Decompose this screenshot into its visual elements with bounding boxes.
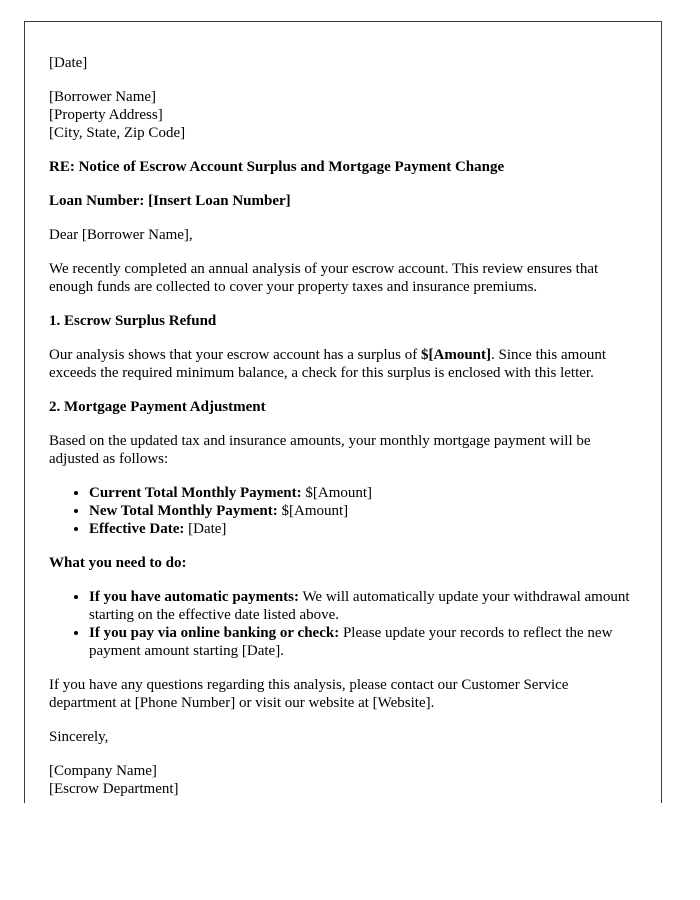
list-item-new-payment: [89, 502, 637, 520]
payment-details-list: [49, 484, 637, 538]
signature-company-name: [Company Name]: [49, 763, 157, 779]
list-item-value: $[Amount]: [301, 485, 373, 501]
surplus-amount-placeholder: $[Amount]: [421, 347, 492, 363]
recipient-name: [Borrower Name]: [49, 89, 157, 105]
loan-number-line: Loan Number: [Insert Loan Number]: [49, 193, 291, 209]
section-2-heading: 2. Mortgage Payment Adjustment: [49, 399, 266, 415]
list-item-current-payment: [89, 484, 637, 502]
section-1-text-after: . Since this amount exceeds the required minimum balance, a check for this surplus is enclosed with this letter.: [49, 347, 607, 381]
signature-block: [49, 762, 637, 798]
recipient-address-block: [49, 88, 637, 142]
list-item-online-banking: [89, 624, 637, 660]
letter-document: [24, 21, 662, 803]
list-item-label: If you have automatic payments:: [89, 589, 299, 605]
recipient-city-state-zip: [City, State, Zip Code]: [49, 125, 186, 141]
date-line: [Date]: [49, 55, 88, 71]
list-item-effective-date: [89, 520, 637, 538]
list-item-label: If you pay via online banking or check:: [89, 625, 340, 641]
list-item-label: New Total Monthly Payment:: [89, 503, 278, 519]
actions-list: [49, 588, 637, 660]
list-item-value: We will automatically update your withdrawal amount starting on the effective date listed above.: [89, 589, 630, 623]
list-item-value: Please update your records to reflect the new payment amount starting [Date].: [89, 625, 613, 659]
recipient-street: [Property Address]: [49, 107, 163, 123]
list-item-label: Effective Date:: [89, 521, 185, 537]
section-1-text-before: Our analysis shows that your escrow account has a surplus of: [49, 347, 422, 363]
section-2-paragraph: Based on the updated tax and insurance amounts, your monthly mortgage payment will be adjusted as follows:: [49, 433, 591, 467]
intro-paragraph: We recently completed an annual analysis of your escrow account. This review ensures that enough funds are collected to cover your property taxes and insurance premiums.: [49, 261, 599, 295]
signature-department: [Escrow Department]: [49, 781, 179, 797]
subject-line: RE: Notice of Escrow Account Surplus and Mortgage Payment Change: [49, 159, 505, 175]
salutation: Dear [Borrower Name],: [49, 227, 193, 243]
list-item-automatic-payments: [89, 588, 637, 624]
list-item-label: Current Total Monthly Payment:: [89, 485, 302, 501]
actions-heading: What you need to do:: [49, 555, 187, 571]
closing-paragraph: If you have any questions regarding this analysis, please contact our Customer Service department at [Phone Number] or visit our website at [Website].: [49, 677, 569, 711]
section-1-paragraph: [49, 346, 637, 382]
list-item-value: $[Amount]: [277, 503, 349, 519]
signoff: Sincerely,: [49, 729, 109, 745]
list-item-value: [Date]: [184, 521, 227, 537]
section-1-heading: 1. Escrow Surplus Refund: [49, 313, 217, 329]
